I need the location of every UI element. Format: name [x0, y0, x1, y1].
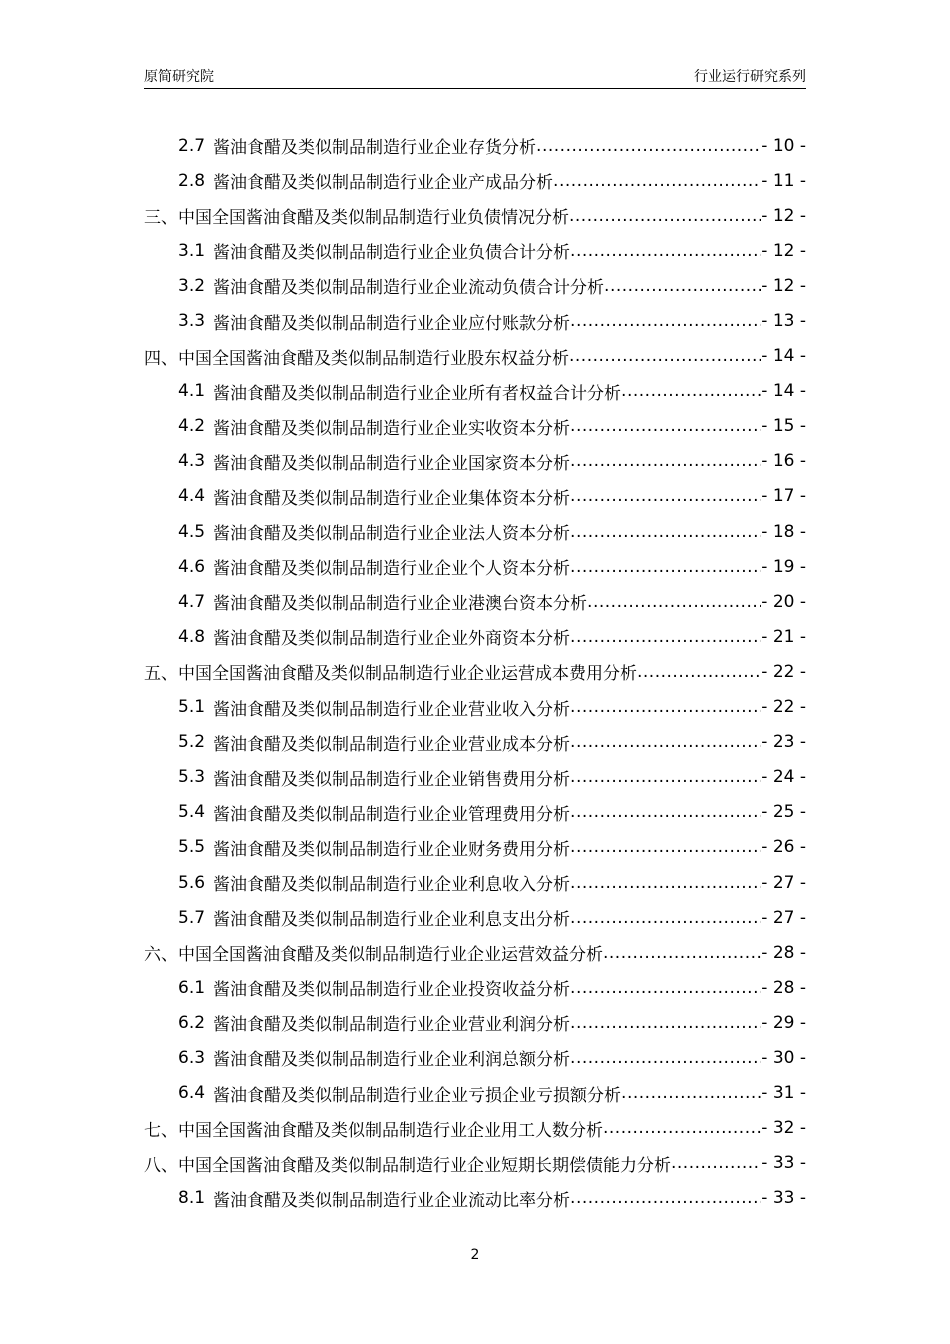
toc-leader-dots [570, 1013, 761, 1033]
toc-leader-dots [570, 908, 761, 928]
toc-entry[interactable] [144, 830, 806, 865]
toc-entry[interactable] [144, 128, 806, 163]
toc-entry-title: 酱油食醋及类似制品制造行业企业流动负债合计分析 [213, 278, 605, 299]
toc-entry-page: - 12 - [761, 275, 806, 296]
toc-entry-number: 4.3 [178, 451, 206, 472]
toc-entry[interactable] [144, 970, 806, 1005]
toc-entry-title: 酱油食醋及类似制品制造行业企业营业收入分析 [213, 699, 571, 720]
toc-entry[interactable] [144, 900, 806, 935]
toc-entry-number: 3.2 [178, 275, 206, 296]
toc-entry-number: 2.7 [178, 135, 206, 156]
toc-entry-title: 酱油食醋及类似制品制造行业企业应付账款分析 [213, 313, 571, 334]
toc-entry-number: 5.6 [178, 872, 206, 893]
toc-leader-dots [536, 136, 761, 156]
toc-entry-title: 酱油食醋及类似制品制造行业企业所有者权益合计分析 [213, 383, 622, 404]
toc-entry-title: 酱油食醋及类似制品制造行业企业集体资本分析 [213, 488, 571, 509]
toc-entry[interactable] [144, 339, 806, 374]
toc-entry-title: 五、中国全国酱油食醋及类似制品制造行业企业运营成本费用分析 [144, 664, 637, 685]
toc-leader-dots [671, 1153, 761, 1173]
toc-entry-number: 3.1 [178, 240, 206, 261]
toc-entry-page: - 16 - [761, 451, 806, 472]
toc-leader-dots [553, 171, 761, 191]
toc-entry[interactable] [144, 690, 806, 725]
toc-entry-title: 酱油食醋及类似制品制造行业企业财务费用分析 [213, 839, 571, 860]
toc-entry[interactable] [144, 163, 806, 198]
toc-leader-dots [621, 381, 761, 401]
toc-entry[interactable] [144, 865, 806, 900]
toc-entry-number: 4.8 [178, 626, 206, 647]
toc-entry-page: - 14 - [761, 346, 806, 367]
toc-leader-dots [570, 732, 761, 752]
toc-entry-page: - 14 - [761, 381, 806, 402]
header-series-name: 行业运行研究系列 [694, 69, 806, 85]
toc-entry-title: 酱油食醋及类似制品制造行业企业投资收益分析 [213, 980, 571, 1001]
toc-leader-dots [570, 837, 761, 857]
toc-leader-dots [570, 522, 761, 542]
toc-entry-page: - 22 - [761, 697, 806, 718]
toc-entry-page: - 18 - [761, 521, 806, 542]
toc-entry-title: 酱油食醋及类似制品制造行业企业利润总额分析 [213, 1050, 571, 1071]
toc-entry-page: - 25 - [761, 802, 806, 823]
toc-entry-title: 三、中国全国酱油食醋及类似制品制造行业负债情况分析 [144, 208, 569, 229]
toc-leader-dots [570, 486, 761, 506]
toc-entry-title: 酱油食醋及类似制品制造行业企业利息收入分析 [213, 875, 571, 896]
toc-entry-title: 六、中国全国酱油食醋及类似制品制造行业企业运营效益分析 [144, 945, 603, 966]
toc-entry-page: - 27 - [761, 872, 806, 893]
toc-entry-page: - 32 - [761, 1118, 806, 1139]
toc-leader-dots [637, 662, 761, 682]
toc-entry[interactable] [144, 233, 806, 268]
toc-entry-number: 3.3 [178, 311, 206, 332]
toc-entry-page: - 31 - [761, 1083, 806, 1104]
toc-entry-number: 6.4 [178, 1083, 206, 1104]
toc-entry-page: - 17 - [761, 486, 806, 507]
toc-leader-dots [569, 206, 761, 226]
toc-leader-dots [570, 697, 761, 717]
toc-entry-number: 5.7 [178, 907, 206, 928]
toc-entry-page: - 21 - [761, 626, 806, 647]
toc-entry-page: - 10 - [761, 135, 806, 156]
toc-entry-page: - 33 - [761, 1153, 806, 1174]
toc-entry-page: - 24 - [761, 767, 806, 788]
toc-entry-title: 酱油食醋及类似制品制造行业企业实收资本分析 [213, 418, 571, 439]
toc-entry[interactable] [144, 198, 806, 233]
toc-entry-page: - 13 - [761, 311, 806, 332]
toc-entry-title: 酱油食醋及类似制品制造行业企业流动比率分析 [213, 1190, 571, 1211]
toc-entry-title: 酱油食醋及类似制品制造行业企业销售费用分析 [213, 769, 571, 790]
toc-entry-title: 酱油食醋及类似制品制造行业企业营业成本分析 [213, 734, 571, 755]
toc-entry[interactable] [144, 514, 806, 549]
toc-entry-number: 8.1 [178, 1188, 206, 1209]
toc-leader-dots [621, 1083, 761, 1103]
page-header [144, 66, 806, 89]
page-number: 2 [470, 1247, 480, 1263]
toc-entry[interactable] [144, 760, 806, 795]
toc-entry[interactable] [144, 1076, 806, 1111]
toc-entry-number: 5.2 [178, 732, 206, 753]
toc-entry[interactable] [144, 795, 806, 830]
toc-entry-number: 6.2 [178, 1012, 206, 1033]
toc-entry-title: 酱油食醋及类似制品制造行业企业外商资本分析 [213, 629, 571, 650]
toc-entry-number: 4.1 [178, 381, 206, 402]
toc-entry[interactable] [144, 654, 806, 689]
toc-entry[interactable] [144, 444, 806, 479]
toc-entry-title: 酱油食醋及类似制品制造行业企业营业利润分析 [213, 1015, 571, 1036]
toc-entry-page: - 19 - [761, 556, 806, 577]
toc-leader-dots [570, 451, 761, 471]
toc-entry-number: 2.8 [178, 170, 206, 191]
toc-leader-dots [570, 767, 761, 787]
toc-entry[interactable] [144, 479, 806, 514]
toc-entry-number: 4.6 [178, 556, 206, 577]
toc-entry-number: 4.5 [178, 521, 206, 542]
toc-leader-dots [570, 873, 761, 893]
toc-entry-page: - 29 - [761, 1012, 806, 1033]
toc-entry-page: - 30 - [761, 1047, 806, 1068]
toc-entry-number: 4.2 [178, 416, 206, 437]
toc-leader-dots [570, 241, 761, 261]
toc-entry[interactable] [144, 303, 806, 338]
toc-entry[interactable] [144, 1040, 806, 1075]
toc-entry[interactable] [144, 584, 806, 619]
toc-leader-dots [570, 627, 761, 647]
toc-entry-title: 八、中国全国酱油食醋及类似制品制造行业企业短期长期偿债能力分析 [144, 1155, 671, 1176]
toc-entry-page: - 20 - [761, 591, 806, 612]
toc-entry-title: 酱油食醋及类似制品制造行业企业管理费用分析 [213, 804, 571, 825]
toc-entry-number: 6.1 [178, 977, 206, 998]
toc-entry-number: 5.5 [178, 837, 206, 858]
toc-entry[interactable] [144, 409, 806, 444]
toc-entry-page: - 12 - [761, 240, 806, 261]
toc-entry-number: 5.4 [178, 802, 206, 823]
toc-entry-title: 七、中国全国酱油食醋及类似制品制造行业企业用工人数分析 [144, 1120, 603, 1141]
toc-leader-dots [570, 557, 761, 577]
toc-entry-title: 酱油食醋及类似制品制造行业企业产成品分析 [213, 173, 554, 194]
toc-entry-title: 四、中国全国酱油食醋及类似制品制造行业股东权益分析 [144, 348, 569, 369]
toc-leader-dots [570, 978, 761, 998]
toc-entry[interactable] [144, 268, 806, 303]
toc-entry-page: - 23 - [761, 732, 806, 753]
toc-entry[interactable] [144, 725, 806, 760]
toc-entry[interactable] [144, 935, 806, 970]
toc-entry-title: 酱油食醋及类似制品制造行业企业港澳台资本分析 [213, 594, 588, 615]
toc-entry-title: 酱油食醋及类似制品制造行业企业亏损企业亏损额分析 [213, 1085, 622, 1106]
header-org-name: 原简研究院 [144, 69, 214, 85]
toc-entry-number: 4.4 [178, 486, 206, 507]
toc-entry[interactable] [144, 1146, 806, 1181]
toc-leader-dots [570, 1188, 761, 1208]
toc-leader-dots [570, 311, 761, 331]
toc-entry-page: - 33 - [761, 1188, 806, 1209]
table-of-contents [144, 128, 806, 1216]
toc-leader-dots [603, 1118, 761, 1138]
toc-entry[interactable] [144, 1005, 806, 1040]
toc-leader-dots [570, 1048, 761, 1068]
toc-entry-page: - 15 - [761, 416, 806, 437]
toc-leader-dots [569, 346, 761, 366]
toc-entry-title: 酱油食醋及类似制品制造行业企业存货分析 [213, 138, 537, 159]
toc-entry-title: 酱油食醋及类似制品制造行业企业个人资本分析 [213, 559, 571, 580]
toc-entry-title: 酱油食醋及类似制品制造行业企业法人资本分析 [213, 524, 571, 545]
toc-leader-dots [570, 802, 761, 822]
toc-leader-dots [604, 276, 761, 296]
toc-entry-page: - 11 - [761, 170, 806, 191]
toc-entry-title: 酱油食醋及类似制品制造行业企业国家资本分析 [213, 453, 571, 474]
toc-entry-title: 酱油食醋及类似制品制造行业企业利息支出分析 [213, 910, 571, 931]
toc-entry-page: - 22 - [761, 661, 806, 682]
toc-leader-dots [587, 592, 761, 612]
toc-entry-page: - 28 - [761, 977, 806, 998]
toc-entry[interactable] [144, 619, 806, 654]
toc-entry-number: 5.3 [178, 767, 206, 788]
toc-entry-title: 酱油食醋及类似制品制造行业企业负债合计分析 [213, 243, 571, 264]
toc-entry[interactable] [144, 374, 806, 409]
toc-entry-page: - 28 - [761, 942, 806, 963]
toc-entry[interactable] [144, 549, 806, 584]
toc-entry-page: - 27 - [761, 907, 806, 928]
toc-entry-number: 6.3 [178, 1047, 206, 1068]
toc-entry-page: - 26 - [761, 837, 806, 858]
toc-leader-dots [603, 943, 761, 963]
toc-entry[interactable] [144, 1181, 806, 1216]
toc-entry-number: 4.7 [178, 591, 206, 612]
toc-entry[interactable] [144, 1111, 806, 1146]
toc-leader-dots [570, 416, 761, 436]
toc-entry-page: - 12 - [761, 205, 806, 226]
toc-entry-number: 5.1 [178, 697, 206, 718]
